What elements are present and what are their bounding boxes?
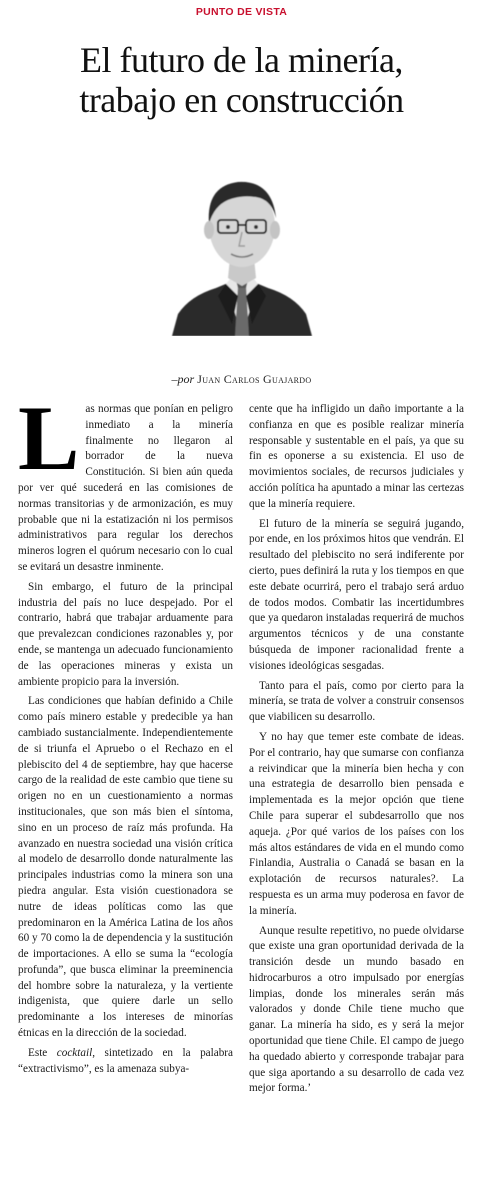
byline-prefix: –por [171,372,195,386]
author-portrait [168,146,316,336]
headline-line-2: trabajo en construcción [79,80,404,120]
byline [0,372,483,387]
drop-cap: L [18,387,80,489]
article-paragraph: Las normas que ponían en peligro inmediato a la minería finalmente no llegaron al borrador de la nueva Constitución. Si bien aún queda por ver qué sucederá en las comisiones de normas transitorias y de armonización, es muy probable que ni la estatización ni los permisos administrativos para regular los derechos mineros logren el quórum necesario con lo cual se evitará un desastre inminente. [18,387,233,573]
byline-author: Juan Carlos Guajardo [197,372,312,386]
article-paragraph: cente que ha infligido un daño importante a la confianza en que es posible realizar minería responsable y sustentable en el país, ya que su fin es oponerse a su existencia. El uso de movimientos sociales, de recursos judiciales y acción política ha apuntado a minar las certezas que la minería requiere. [249,403,464,510]
article-paragraph: El futuro de la minería se seguirá jugando, por ende, en los próximos hitos que vendrán. El resultado del plebiscito no será indiferente por cierto, pues definirá la ruta y los tiempos en que este debate ocurrirá, pero el trabajo será arduo de todos modos. Combatir las incertidumbres que ya quedaron instaladas requerirá de muchos argumentos técnicos y de una constante búsqueda de imponer racionalidad frente a visiones ideológicas sesgadas. [249,517,464,672]
article-column-right [249,402,464,1101]
italic-term: cocktail [56,1046,93,1059]
section-label: PUNTO DE VISTA [195,6,288,18]
article-column-left [18,387,233,1081]
headline [6,40,477,120]
article-paragraph: Aunque resulte repetitivo, no puede olvidarse que existe una gran oportunidad derivada de la transición desde un mundo basado en hidrocarburos a otro impulsado por energías limpias, donde los minerales serán más valorados y donde Chile tiene mucho que ganar. La minería ha sido, es y será la mejor oportunidad que tiene Chile. El campo de juego ha quedado abierto y corresponde trabajar para que siga aportando a su desarrollo de cada vez mejor forma.’ [249,924,464,1095]
headline-line-1: El futuro de la minería, [80,40,403,80]
article-paragraph: Sin embargo, el futuro de la principal industria del país no luce despejado. Por el contrario, habrá que trabajar arduamente para que prevalezcan condiciones razonables y, por ende, se mantenga un adecuado funcionamiento de las operaciones mineras y exista un ambiente propicio para la inversión. [18,580,233,688]
article-paragraph: Y no hay que temer este combate de ideas. Por el contrario, hay que sumarse con confianza a reivindicar que la minería bien hecha y con una estrategia de desarrollo bien pensada e implementada es la mejor opción que tiene Chile para superar el subdesarrollo que nos aqueja. ¿Por qué varios de los países con los más altos estándares de vida en el mundo como Finlandia, Australia o Canadá se basan en la explotación de recursos naturales?. La respuesta es un arma muy poderosa en favor de la minería. [249,730,464,917]
article-paragraph: Las condiciones que habían definido a Chile como país minero estable y predecible ya han cambiado sustancialmente. Independientemente de si triunfa el Apruebo o el Rechazo en el plebiscito del 4 de septiembre, hay que hacerse cargo de la realidad de este cambio que tiene su origen no en un cuestionamiento a normas institucionales, que son más bien el síntoma, sino en un proceso de raíz más profunda. Ha avanzado en nuestra sociedad una visión crítica al modelo de desarrollo donde naturalmente las principales industrias como la minera son una piedra angular. Esta visión cuestionadora se nutre de ideas políticas como las que predominaron en la América Latina de los años 60 y 70 como la de dependencia y la sustitución de importaciones. A ello se suma la “ecología profunda”, que busca eliminar la preeminencia del hombre sobre la naturaleza, y la vertiente indigenista, que quiere darle un sello predominante a los intereses de minorías étnicas en la dirección de la sociedad. [18,695,233,1040]
article-paragraph: Tanto para el país, como por cierto para la minería, se trata de volver a construir consensos que viabilicen su desarrollo. [249,679,464,724]
article-paragraph: Este cocktail, sintetizado en la palabra “extractivismo”, es la amenaza subya- [18,1046,233,1075]
